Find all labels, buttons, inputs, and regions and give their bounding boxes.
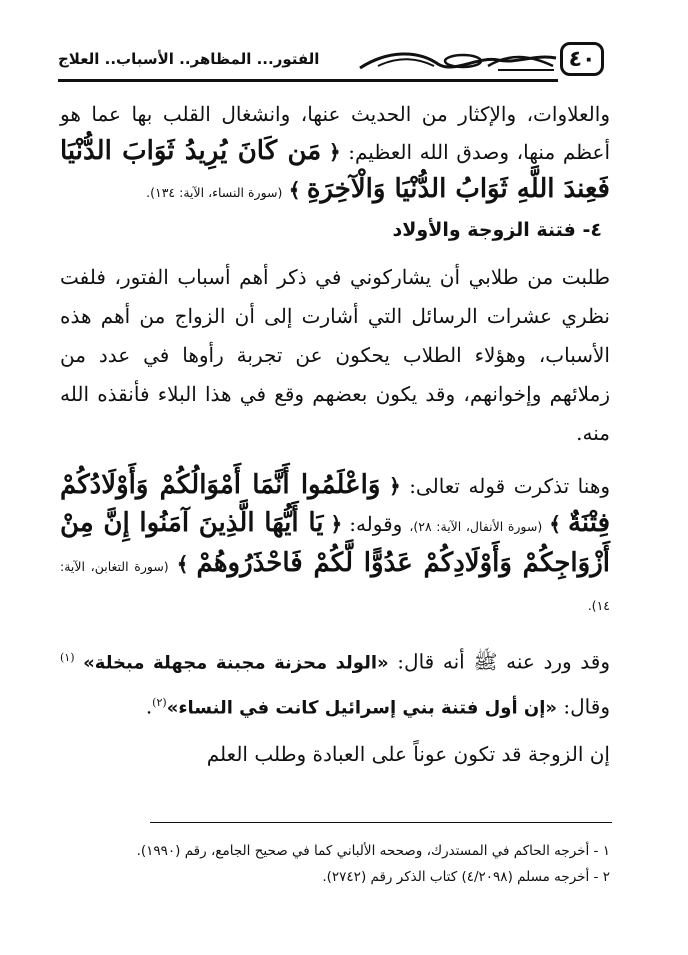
paragraph-4-intro: وقد ورد عنه ﷺ أنه قال: [397,649,611,674]
page-number: ٤٠ [568,46,596,72]
quran-verse-1: مَن كَانَ يُرِيدُ ثَوَابَ الدُّنْيَا فَعِندَ اللَّهِ ثَوَابُ الدُّنْيَا وَالْآخِرَةِ [60,136,610,204]
paragraph-3 [60,467,610,624]
quran-close-bracket-icon: ﴾ [176,552,189,576]
quran-open-bracket-icon: ﴿ [388,474,401,498]
running-header [58,40,604,84]
quran-verse-3: يَا أَيُّهَا الَّذِينَ آمَنُوا إِنَّ مِنْ أَزْوَاجِكُمْ وَأَوْلَادِكُمْ عَدُوًّا لَّكُمْ فَاحْذَرُوهُمْ [60,508,610,578]
hadith-1: «الولد محزنة مجبنة مجهلة مبخلة» [83,652,389,674]
section-heading: ٤- فتنة الزوجة والأولاد [392,219,602,241]
page-body [60,96,610,774]
paragraph-3-mid: وقوله: [349,512,403,536]
paragraph-5 [60,735,610,774]
quran-close-bracket-icon: ﴾ [549,512,561,536]
quran-reference-3: (سورة التغابن، الآية: ١٤). [60,559,610,613]
footnote-marker-2: (٢) [152,695,167,709]
header-rule [58,79,558,82]
paragraph-2-text: طلبت من طلابي أن يشاركوني في ذكر أهم أسباب الفتور، فلفت نظري عشرات الرسائل التي أشارت إلى أن الزواج من أهم هذه الأسباب، وهؤلاء الطلاب يحكون عن تجربة رأوها في عدد من زملائهم وإخوانهم، وقد يكون بعضهم وقع في هذا البلاء فأنقذه الله منه. [60,265,610,445]
quran-verse-2: وَاعْلَمُوا أَنَّمَا أَمْوَالُكُمْ وَأَوْلَادُكُمْ فِتْنَةٌ [60,470,611,538]
footnote-rule [150,822,612,823]
paragraph-3-intro: وهنا تذكرت قوله تعالى: [409,474,611,498]
quran-reference-2: (سورة الأنفال، الآية: ٢٨)، [409,519,543,534]
paragraph-2 [60,258,610,453]
footnotes [60,838,610,890]
paragraph-4-mid: وقال: [563,694,610,719]
footnote-1: ١ - أخرجه الحاكم في المستدرك، وصححه الألباني كما في صحيح الجامع، رقم (١٩٩٠). [136,843,610,859]
paragraph-4: وقد ورد عنه ﷺ أنه قال: «الولد محزنة مجبنة مجهلة مبخلة» $^{(١)}$ وقال: «إن أول فتنة بني إسرائيل كانت في النساء»$^{(٢)}$. [60,649,611,719]
hadith-2: «إن أول فتنة بني إسرائيل كانت في النساء» [166,697,558,719]
page-number-box [560,42,604,76]
footnote-marker-1: (١) [60,651,75,664]
quran-open-bracket-icon: ﴿ [328,140,341,164]
quran-open-bracket-icon: ﴿ [330,512,343,536]
footnote-2: ٢ - أخرجه مسلم (٤/٢٠٩٨) كتاب الذكر رقم (٢٧٤٢). [322,869,610,885]
quran-reference-1: (سورة النساء، الآية: ١٣٤). [146,185,283,200]
header-ornament [358,46,558,76]
quran-close-bracket-icon: ﴾ [288,178,301,202]
paragraph-1 [60,96,610,211]
running-title: الفتور... المظاهر.. الأسباب.. العلاج [58,50,320,68]
paragraph-1-text: والعلاوات، والإكثار من الحديث عنها، وانشغال القلب بها عما هو أعظم منها، وصدق الله العظيم: [60,102,611,164]
paragraph-5-text: إن الزوجة قد تكون عوناً على العبادة وطلب العلم [206,742,610,767]
